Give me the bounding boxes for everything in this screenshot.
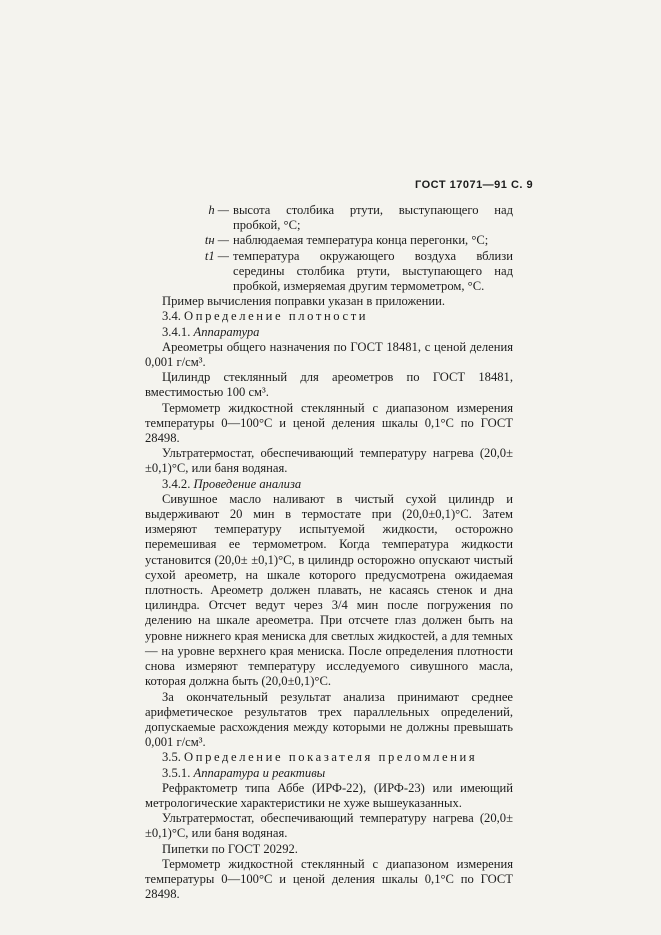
definition-text: температура окружающего воздуха вблизи середины столбика ртути, выступающего над пробкой, измеряемая другим термометром, °С. [233, 248, 513, 294]
areometers-paragraph: Ареометры общего назначения по ГОСТ 18481, с ценой деления 0,001 г/см³. [145, 339, 513, 370]
section-number: 3.4.1. [162, 324, 191, 339]
example-note: Пример вычисления поправки указан в приложении. [162, 294, 446, 309]
definition-symbol: t1 — [204, 248, 229, 263]
thermometer-paragraph: Термометр жидкостной стеклянный с диапазоном измерения температуры 0—100°С и ценой деления шкалы 0,1°С по ГОСТ 28498. [145, 400, 513, 446]
section-title: Определение показателя преломления [184, 750, 478, 765]
section-3-4-1-heading [145, 325, 513, 340]
section-3-5-1-heading [145, 766, 513, 781]
section-3-4-2-heading [145, 477, 513, 492]
refractometer-paragraph: Рефрактометр типа Аббе (ИРФ-22), (ИРФ-23) или имеющий метрологические характеристики не хуже вышеуказанных. [145, 780, 513, 810]
definition-tn [145, 233, 513, 248]
page-header: ГОСТ 17071—91 С. 9 [415, 179, 534, 191]
section-number: 3.4. [162, 309, 181, 324]
section-title: Аппаратура [193, 324, 260, 339]
section-number: 3.5.1. [162, 765, 191, 780]
definition-h [145, 203, 513, 233]
result-paragraph: За окончательный результат анализа принимают среднее арифметическое результатов трех параллельных определений, допускаемые расхождения между которыми не должны превышать 0,001 г/см³. [145, 689, 513, 750]
section-3-4-heading [145, 309, 513, 324]
cylinder-paragraph: Цилиндр стеклянный для ареометров по ГОСТ 18481, вместимостью 100 см³. [145, 370, 513, 400]
section-title: Определение плотности [184, 309, 369, 324]
ultrathermostat-paragraph-2: Ультратермостат, обеспечивающий температуру нагрева (20,0± ±0,1)°С, или баня водяная. [145, 811, 513, 841]
definition-text: высота столбика ртути, выступающего над пробкой, °С; [233, 203, 513, 233]
section-title: Аппаратура и реактивы [193, 765, 326, 780]
section-3-5-heading [145, 750, 513, 765]
definition-symbol: tн — [204, 233, 229, 248]
section-number: 3.4.2. [162, 476, 191, 491]
definition-symbol: h — [208, 203, 229, 217]
document-body [145, 203, 513, 902]
pipettes-paragraph: Пипетки по ГОСТ 20292. [162, 841, 298, 856]
definition-t1 [145, 249, 513, 295]
section-number: 3.5. [162, 750, 181, 765]
ultrathermostat-paragraph: Ультратермостат, обеспечивающий температуру нагрева (20,0± ±0,1)°С, или баня водяная. [145, 446, 513, 476]
section-title: Проведение анализа [193, 476, 302, 491]
definition-text: наблюдаемая температура конца перегонки, °С; [233, 233, 489, 248]
thermometer-paragraph-2: Термометр жидкостной стеклянный с диапазоном измерения температуры 0—100°С и ценой деления шкалы 0,1°С по ГОСТ 28498. [145, 856, 513, 902]
procedure-paragraph: Сивушное масло наливают в чистый сухой цилиндр и выдерживают 20 мин в термостате при (20,0±0,1)°С. Затем измеряют температуру испытуемой жидкости, осторожно перемешивая ее термометром. Когда температура жидкости установится (20,0± ±0,1)°С, в цилиндр осторожно опускают чистый сухой ареометр, на шкале которого предусмотрена ожидаемая плотность. Ареометр должен плавать, не касаясь стенок и дна цилиндра. Отсчет ведут через 3/4 мин после погружения по делению на шкале ареометра. При отсчете глаз должен быть на уровне нижнего края мениска для светлых жидкостей, а для темных — на уровне верхнего края мениска. После определения плотности снова измеряют температуру исследуемого сивушного масла, которая должна быть (20,0±0,1)°С. [145, 491, 513, 689]
